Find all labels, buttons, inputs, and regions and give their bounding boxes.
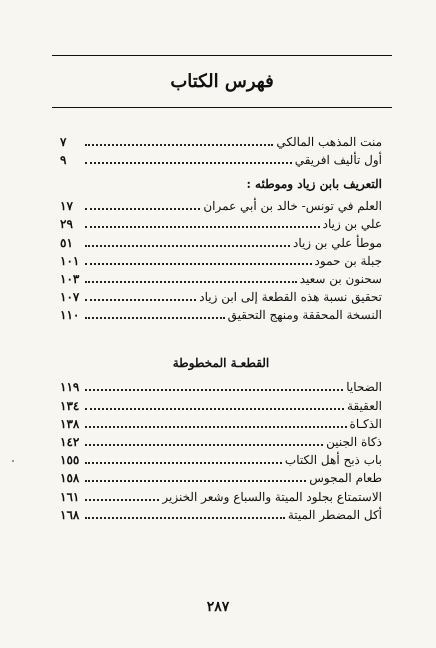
section-heading-manuscript: القطعـة المخطوطة — [172, 356, 270, 370]
toc-entry-text: العلم في تونس- خالد بن أبي عمران — [203, 199, 382, 213]
toc-entry-page: ١٣٤ — [60, 399, 80, 413]
leader-dots — [85, 281, 297, 283]
leader-dots — [85, 389, 343, 391]
title-top-rule — [52, 55, 392, 56]
leader-dots — [85, 263, 312, 265]
toc-entry — [60, 233, 382, 251]
toc-entry-page: ١٠٧ — [60, 290, 80, 304]
toc-entry-text: الضحايا — [346, 380, 382, 394]
leader-dots — [85, 408, 344, 410]
toc-entry-text: جبلة بن حمود — [314, 254, 382, 268]
toc-entry-text: أول تأليف افريقي — [294, 153, 382, 167]
toc-entry — [60, 487, 382, 505]
toc-entry-page: ٥١ — [60, 236, 73, 250]
page-title: فهرس الكتاب — [170, 71, 274, 92]
toc-entry-text: تحقيق نسبة هذه القطعة إلى ابن زياد — [199, 290, 382, 304]
toc-entry-page: ٢٩ — [60, 217, 73, 231]
toc-entry — [60, 432, 382, 450]
leader-dots — [85, 299, 196, 301]
toc-entry — [60, 414, 382, 432]
toc-entry-page: ٩ — [60, 153, 67, 167]
leader-dots — [85, 517, 285, 519]
toc-entry-text: النسخة المحققة ومنهج التحقيق — [227, 308, 382, 322]
leader-dots — [85, 444, 323, 446]
page-number: ٢٨٧ — [206, 599, 230, 615]
toc-entry — [60, 150, 382, 168]
toc-entry-page: ٧ — [60, 135, 67, 149]
toc-entry-text: باب ذبح أهل الكتاب — [284, 453, 382, 467]
toc-entry-text: العقيقة — [347, 399, 382, 413]
toc-entry-text: علي بن زياد — [322, 217, 382, 231]
toc-entry-text: سحنون بن سعيد — [299, 272, 382, 286]
toc-entry — [60, 196, 382, 214]
toc-entry — [60, 505, 382, 523]
toc-entry — [60, 132, 382, 150]
leader-dots — [85, 245, 290, 247]
toc-entry — [60, 269, 382, 287]
section-heading-intro: التعريف بابن زياد وموطئه : — [246, 177, 382, 191]
leader-dots — [85, 226, 320, 228]
leader-dots — [85, 426, 347, 428]
toc-entry-page: ١٧ — [60, 199, 73, 213]
toc-entry-page: ١١٠ — [60, 308, 80, 322]
toc-entry — [60, 287, 382, 305]
leader-dots — [85, 317, 225, 319]
title-bottom-rule — [52, 107, 392, 108]
toc-entry-text: الاستمتاع بجلود الميتة والسباع وشعر الخنزير — [162, 490, 382, 504]
leader-dots — [85, 462, 282, 464]
toc-entry-page: ١٥٥ — [60, 453, 80, 467]
toc-entry — [60, 251, 382, 269]
toc-entry-page: ١٠٣ — [60, 272, 80, 286]
leader-dots — [85, 144, 273, 146]
leader-dots — [85, 499, 159, 501]
toc-entry-page: ١٣٨ — [60, 417, 80, 431]
leader-dots — [85, 480, 306, 482]
toc-entry-page: ١٤٢ — [60, 435, 80, 449]
toc-entry — [60, 214, 382, 232]
toc-entry — [60, 450, 382, 468]
toc-entry — [60, 377, 382, 395]
toc-entry-text: موطأ علي بن زياد — [292, 236, 382, 250]
toc-entry-page: ١٠١ — [60, 254, 80, 268]
toc-entry-text: طعام المجوس — [309, 471, 382, 485]
toc-entry — [60, 468, 382, 486]
toc-entry-text: الذكـاة — [349, 417, 382, 431]
toc-entry-page: ١٥٨ — [60, 471, 80, 485]
toc-entry-text: أكل المضطر الميتة — [287, 508, 382, 522]
toc-entry — [60, 396, 382, 414]
toc-entry-page: ١٦٨ — [60, 508, 80, 522]
leader-dots — [85, 208, 200, 210]
leader-dots — [85, 162, 292, 164]
toc-entry-page: ١٦١ — [60, 490, 80, 504]
paper-speck — [12, 460, 14, 462]
toc-entry-text: ذكاة الجنين — [326, 435, 382, 449]
toc-entry-text: منت المذهب المالكي — [276, 135, 382, 149]
toc-entry-page: ١١٩ — [60, 380, 80, 394]
toc-entry — [60, 305, 382, 323]
